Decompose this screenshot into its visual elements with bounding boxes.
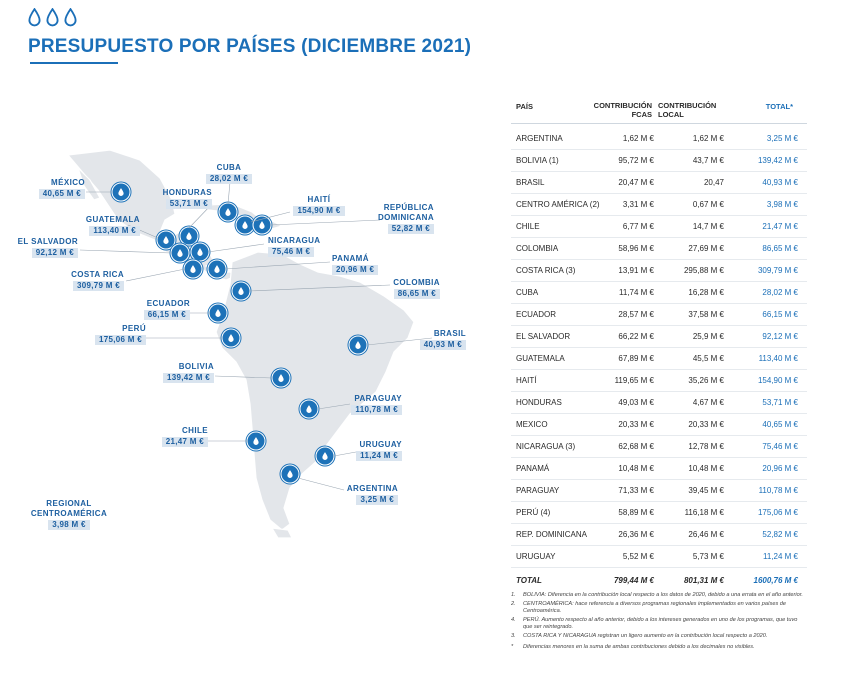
footnote-text: Diferencias menores en la suma de ambas contribuciones debido a los decimales no visibles. <box>523 644 755 650</box>
label-haiti-value: 154,90 M € <box>293 206 344 216</box>
table-row <box>511 479 807 502</box>
cell-pais: PERÚ (4) <box>516 508 551 517</box>
pin-peru[interactable] <box>222 329 241 348</box>
label-bolivia <box>152 362 214 383</box>
label-ecuador-name: ECUADOR <box>146 299 190 308</box>
cell-total: 139,42 M € <box>757 156 798 165</box>
footnote-text: BOLIVIA: Diferencia en la contribución local respecto a los datos de 2020, debido a una errata en el año anterior. <box>523 592 803 598</box>
cell-fcas: 26,36 M € <box>618 530 654 539</box>
footnote <box>511 601 807 615</box>
label-costa-rica-name: COSTA RICA <box>71 270 124 279</box>
title-underline <box>30 62 118 64</box>
table-row <box>511 149 807 172</box>
label-haiti <box>286 195 352 216</box>
table-row <box>511 501 807 524</box>
table-row <box>511 435 807 458</box>
pin-ecuador[interactable] <box>209 304 228 323</box>
cell-pais: COSTA RICA (3) <box>516 266 576 275</box>
cell-pais: BOLIVIA (1) <box>516 156 559 165</box>
page-title: PRESUPUESTO POR PAÍSES (DICIEMBRE 2021) <box>28 36 472 57</box>
cell-pais: ARGENTINA <box>516 134 563 143</box>
label-argentina <box>340 484 398 505</box>
cell-total: 86,65 M € <box>762 244 798 253</box>
cell-pais: CUBA <box>516 288 539 297</box>
cell-fcas: 62,68 M € <box>618 442 654 451</box>
cell-fcas: 71,33 M € <box>618 486 654 495</box>
cell-pais: GUATEMALA <box>516 354 565 363</box>
cell-fcas: 95,72 M € <box>618 156 654 165</box>
cell-total: 28,02 M € <box>762 288 798 297</box>
cell-local: 10,48 M € <box>688 464 724 473</box>
cell-local: 801,31 M € <box>683 576 724 585</box>
pin-chile[interactable] <box>247 432 266 451</box>
pin-uruguay[interactable] <box>316 447 335 466</box>
label-paraguay-name: PARAGUAY <box>354 394 402 403</box>
label-mexico <box>19 178 85 199</box>
label-cuba <box>196 163 262 184</box>
pin-paraguay[interactable] <box>300 400 319 419</box>
cell-total: 154,90 M € <box>757 376 798 385</box>
footnote <box>511 592 807 599</box>
footnote-text: COSTA RICA Y NICARAGUA registran un ligero aumento en la contribución local respecto a 2020. <box>523 633 768 639</box>
table-row <box>511 127 807 150</box>
pin-el-salvador[interactable] <box>171 244 190 263</box>
cell-total: 3,25 M € <box>766 134 798 143</box>
cell-local: 26,46 M € <box>688 530 724 539</box>
header-fcas: CONTRIBUCIÓN FCAS <box>593 101 652 119</box>
label-regional-name: REGIONAL CENTROAMÉRICA <box>30 499 108 518</box>
footnote-text: PERÚ. Aumento respecto al año anterior, debido a los intereses generados en uno de los programas, que tuvo que ser reintegrado. <box>523 617 798 630</box>
cell-pais: PANAMÁ <box>516 464 550 473</box>
pin-brasil[interactable] <box>349 336 368 355</box>
label-uruguay-value: 11,24 M € <box>356 451 402 461</box>
label-argentina-value: 3,25 M € <box>356 495 398 505</box>
label-nicaragua-name: NICARAGUA <box>268 236 321 245</box>
table-row <box>511 325 807 348</box>
label-brasil <box>418 329 466 350</box>
cell-fcas: 28,57 M € <box>618 310 654 319</box>
pin-costa-rica[interactable] <box>184 260 203 279</box>
cell-fcas: 67,89 M € <box>618 354 654 363</box>
label-colombia <box>380 278 440 299</box>
footnote-number: 1. <box>511 592 516 598</box>
cell-pais: ECUADOR <box>516 310 557 319</box>
cell-local: 5,73 M € <box>692 552 724 561</box>
label-uruguay-name: URUGUAY <box>359 440 402 449</box>
pin-colombia[interactable] <box>232 282 251 301</box>
cell-fcas: 11,74 M € <box>619 288 654 297</box>
cell-local: 1,62 M € <box>692 134 724 143</box>
table-row <box>511 237 807 260</box>
header-total: TOTAL* <box>765 102 793 111</box>
cell-total: 20,96 M € <box>762 464 798 473</box>
label-mexico-value: 40,65 M € <box>39 189 85 199</box>
cell-local: 37,58 M € <box>688 310 724 319</box>
table-row <box>511 347 807 370</box>
cell-fcas: 6,77 M € <box>622 222 654 231</box>
label-peru-name: PERÚ <box>122 324 146 333</box>
cell-pais: TOTAL <box>516 576 542 585</box>
label-nicaragua-value: 75,46 M € <box>268 247 314 257</box>
table-row <box>511 215 807 238</box>
cell-fcas: 49,03 M € <box>618 398 654 407</box>
cell-total: 21,47 M € <box>762 222 798 231</box>
pin-rep-dominicana[interactable] <box>253 216 272 235</box>
pin-panama[interactable] <box>208 260 227 279</box>
pin-cuba[interactable] <box>219 203 238 222</box>
cell-local: 25,9 M € <box>692 332 724 341</box>
cell-pais: CHILE <box>516 222 540 231</box>
label-chile-value: 21,47 M € <box>162 437 208 447</box>
header-pais: PAÍS <box>516 102 533 111</box>
footnote-number: 3. <box>511 633 516 639</box>
label-ecuador-value: 66,15 M € <box>144 310 190 320</box>
label-rep-dominicana-value: 52,82 M € <box>388 224 434 234</box>
pin-argentina[interactable] <box>281 465 300 484</box>
cell-pais: EL SALVADOR <box>516 332 571 341</box>
label-nicaragua <box>268 236 321 257</box>
cell-pais: HAITÍ <box>516 376 537 385</box>
cell-fcas: 799,44 M € <box>613 576 654 585</box>
cell-local: 16,28 M € <box>688 288 724 297</box>
cell-pais: NICARAGUA (3) <box>516 442 576 451</box>
cell-local: 45,5 M € <box>692 354 724 363</box>
header-local: CONTRIBUCIÓN LOCAL <box>658 101 717 119</box>
label-cuba-name: CUBA <box>216 163 242 172</box>
water-drops-icon <box>28 8 77 27</box>
label-chile <box>150 426 208 447</box>
cell-fcas: 66,22 M € <box>618 332 654 341</box>
label-peru <box>86 324 146 345</box>
cell-fcas: 119,65 M € <box>614 376 654 385</box>
table-row <box>511 281 807 304</box>
table-row <box>511 545 807 568</box>
footnotes <box>511 592 807 653</box>
cell-total: 92,12 M € <box>762 332 798 341</box>
footnote <box>511 644 807 651</box>
table-total-row <box>511 569 807 591</box>
label-honduras-value: 53,71 M € <box>166 199 212 209</box>
cell-total: 40,93 M € <box>762 178 798 187</box>
label-cuba-value: 28,02 M € <box>206 174 252 184</box>
cell-fcas: 10,48 M € <box>618 464 654 473</box>
cell-pais: COLOMBIA <box>516 244 559 253</box>
table-row <box>511 413 807 436</box>
cell-fcas: 58,89 M € <box>618 508 654 517</box>
label-guatemala <box>72 215 140 236</box>
cell-fcas: 1,62 M € <box>622 134 654 143</box>
cell-total: 110,78 M € <box>758 486 798 495</box>
cell-total: 3,98 M € <box>766 200 798 209</box>
cell-fcas: 5,52 M € <box>622 552 654 561</box>
label-argentina-name: ARGENTINA <box>346 484 398 493</box>
cell-pais: MEXICO <box>516 420 548 429</box>
label-el-salvador-value: 92,12 M € <box>32 248 78 258</box>
label-paraguay-value: 110,78 M € <box>351 405 402 415</box>
footnote-text: CENTROAMÉRICA: hace referencia a diversos programas regionales implementados en varios países de Centroamérica. <box>523 601 787 614</box>
label-ecuador <box>136 299 190 320</box>
label-panama-name: PANAMÁ <box>332 254 369 263</box>
label-brasil-value: 40,93 M € <box>420 340 466 350</box>
label-bolivia-value: 139,42 M € <box>163 373 214 383</box>
cell-total: 53,71 M € <box>762 398 798 407</box>
label-colombia-name: COLOMBIA <box>393 278 440 287</box>
label-colombia-value: 86,65 M € <box>394 289 440 299</box>
label-paraguay <box>346 394 402 415</box>
cell-local: 27,69 M € <box>688 244 724 253</box>
label-honduras-name: HONDURAS <box>162 188 212 197</box>
cell-total: 1600,76 M € <box>753 576 798 585</box>
table-row <box>511 193 807 216</box>
table-header <box>511 97 807 124</box>
label-panama <box>332 254 378 275</box>
cell-local: 0,67 M € <box>692 200 724 209</box>
table-row <box>511 523 807 546</box>
cell-local: 20,47 <box>703 178 724 187</box>
table-row <box>511 303 807 326</box>
footnote-number: 2. <box>511 601 516 607</box>
label-el-salvador <box>8 237 78 258</box>
cell-total: 66,15 M € <box>762 310 798 319</box>
label-uruguay <box>348 440 402 461</box>
label-guatemala-value: 113,40 M € <box>89 226 140 236</box>
cell-pais: URUGUAY <box>516 552 556 561</box>
footnote <box>511 617 807 631</box>
cell-pais: PARAGUAY <box>516 486 560 495</box>
cell-local: 295,88 M € <box>683 266 724 275</box>
label-costa-rica-value: 309,79 M € <box>73 281 124 291</box>
table-row <box>511 369 807 392</box>
label-haiti-name: HAITÍ <box>307 195 331 204</box>
cell-total: 175,06 M € <box>757 508 798 517</box>
table-row <box>511 171 807 194</box>
label-brasil-name: BRASIL <box>433 329 466 338</box>
cell-local: 35,26 M € <box>688 376 724 385</box>
cell-total: 40,65 M € <box>762 420 798 429</box>
footnote-number: * <box>511 644 514 650</box>
footnote <box>511 633 807 640</box>
cell-local: 116,18 M € <box>684 508 724 517</box>
label-regional-value: 3,98 M € <box>48 520 90 530</box>
cell-local: 14,7 M € <box>692 222 724 231</box>
cell-local: 12,78 M € <box>688 442 724 451</box>
cell-local: 20,33 M € <box>688 420 724 429</box>
label-rep-dominicana <box>372 203 434 234</box>
cell-pais: REP. DOMINICANA <box>516 530 587 539</box>
label-regional <box>26 499 112 530</box>
tierra-del-fuego-shape <box>272 528 292 538</box>
table-row <box>511 259 807 282</box>
cell-pais: HONDURAS <box>516 398 562 407</box>
label-bolivia-name: BOLIVIA <box>178 362 214 371</box>
label-panama-value: 20,96 M € <box>332 265 378 275</box>
cell-local: 4,67 M € <box>692 398 724 407</box>
cell-total: 113,40 M € <box>758 354 798 363</box>
cell-fcas: 58,96 M € <box>618 244 654 253</box>
pin-mexico[interactable] <box>112 183 131 202</box>
cell-local: 43,7 M € <box>692 156 724 165</box>
cell-fcas: 20,33 M € <box>618 420 654 429</box>
label-el-salvador-name: EL SALVADOR <box>17 237 78 246</box>
cell-total: 309,79 M € <box>757 266 798 275</box>
latin-america-map <box>0 70 480 630</box>
label-costa-rica <box>56 270 124 291</box>
cell-pais: CENTRO AMÉRICA (2) <box>516 200 600 209</box>
cell-total: 11,24 M € <box>763 552 798 561</box>
footnote-number: 4. <box>511 617 516 623</box>
table-row <box>511 391 807 414</box>
label-mexico-name: MÉXICO <box>51 178 85 187</box>
label-guatemala-name: GUATEMALA <box>85 215 140 224</box>
cell-local: 39,45 M € <box>688 486 724 495</box>
pin-bolivia[interactable] <box>272 369 291 388</box>
continent-shapes <box>0 70 480 630</box>
label-peru-value: 175,06 M € <box>95 335 146 345</box>
label-chile-name: CHILE <box>182 426 208 435</box>
cell-fcas: 20,47 M € <box>618 178 654 187</box>
cell-total: 52,82 M € <box>762 530 798 539</box>
label-rep-dominicana-name: REPÚBLICA DOMINICANA <box>378 203 434 222</box>
cell-pais: BRASIL <box>516 178 545 187</box>
cell-fcas: 3,31 M € <box>622 200 654 209</box>
table-row <box>511 457 807 480</box>
cell-fcas: 13,91 M € <box>618 266 654 275</box>
cell-total: 75,46 M € <box>762 442 798 451</box>
label-honduras <box>140 188 212 209</box>
